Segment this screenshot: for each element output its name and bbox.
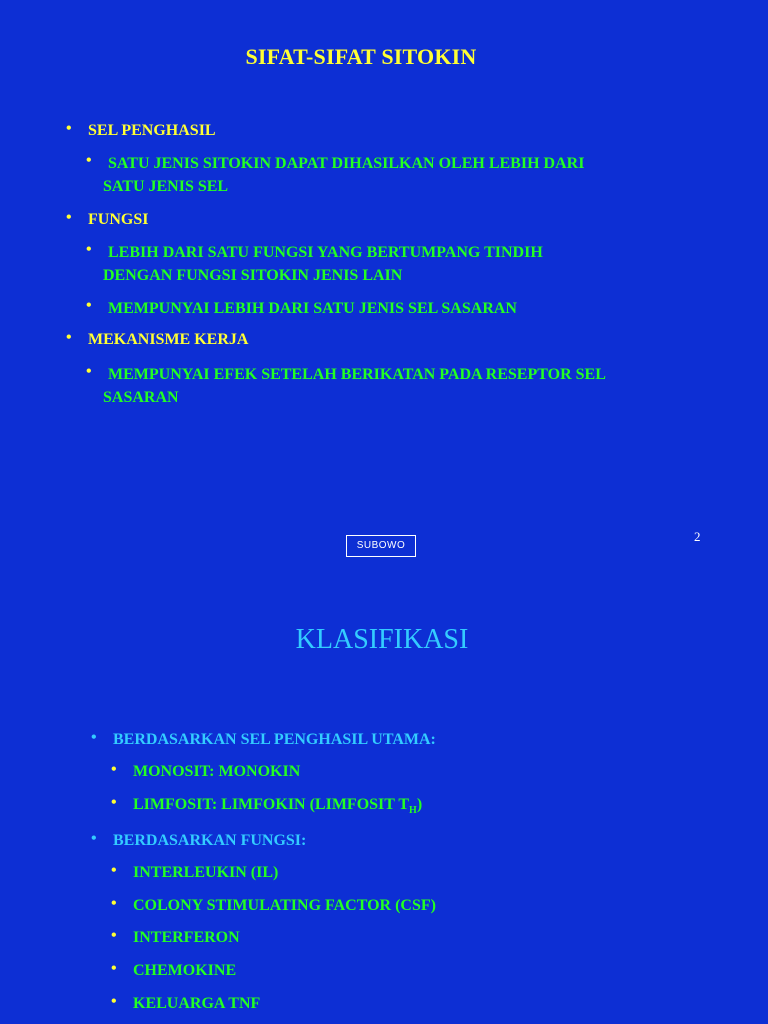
list-item-label: MEMPUNYAI EFEK SETELAH BERIKATAN PADA RESEPTOR SEL bbox=[108, 366, 606, 383]
list-item-label-suffix: ) bbox=[416, 796, 423, 813]
bullet-icon: • bbox=[66, 209, 72, 226]
list-item-label: COLONY STIMULATING FACTOR (CSF) bbox=[133, 897, 436, 914]
bullet-icon: • bbox=[91, 729, 97, 746]
list-item-label-text: LIMFOSIT: LIMFOKIN (LIMFOSIT T bbox=[133, 796, 410, 813]
bullet-icon: • bbox=[111, 960, 117, 977]
list-item-label-cont: DENGAN FUNGSI SITOKIN JENIS LAIN bbox=[103, 267, 403, 284]
author-label: SUBOWO bbox=[346, 535, 416, 557]
list-item-label: MEMPUNYAI LEBIH DARI SATU JENIS SEL SASARAN bbox=[108, 300, 517, 317]
list-item-label bbox=[133, 796, 422, 816]
bullet-icon: • bbox=[86, 241, 92, 258]
list-item-label: BERDASARKAN FUNGSI: bbox=[113, 832, 307, 849]
bullet-icon: • bbox=[111, 794, 117, 811]
list-item-label: FUNGSI bbox=[88, 211, 149, 228]
bullet-icon: • bbox=[111, 927, 117, 944]
bullet-icon: • bbox=[111, 761, 117, 778]
bullet-icon: • bbox=[66, 120, 72, 137]
list-item-label: SATU JENIS SITOKIN DAPAT DIHASILKAN OLEH LEBIH DARI bbox=[108, 155, 585, 172]
slide1-title: SIFAT-SIFAT SITOKIN bbox=[245, 44, 477, 69]
list-item-label: BERDASARKAN SEL PENGHASIL UTAMA: bbox=[113, 731, 436, 748]
bullet-icon: • bbox=[91, 830, 97, 847]
subscript: H bbox=[409, 805, 417, 817]
list-item-label: MEKANISME KERJA bbox=[88, 331, 249, 348]
list-item-label: CHEMOKINE bbox=[133, 962, 237, 979]
list-item-label: SEL PENGHASIL bbox=[88, 122, 216, 139]
list-item-label: INTERLEUKIN (IL) bbox=[133, 864, 279, 881]
list-item-label: KELUARGA TNF bbox=[133, 995, 261, 1012]
page-number: 2 bbox=[694, 529, 701, 544]
list-item-label: MONOSIT: MONOKIN bbox=[133, 763, 301, 780]
list-item-label-cont: SATU JENIS SEL bbox=[103, 178, 229, 195]
bullet-icon: • bbox=[111, 895, 117, 912]
bullet-icon: • bbox=[86, 297, 92, 314]
bullet-icon: • bbox=[86, 152, 92, 169]
list-item-label: LEBIH DARI SATU FUNGSI YANG BERTUMPANG TINDIH bbox=[108, 244, 543, 261]
bullet-icon: • bbox=[111, 862, 117, 879]
list-item-label: INTERFERON bbox=[133, 929, 240, 946]
list-item-label-cont: SASARAN bbox=[103, 389, 179, 406]
bullet-icon: • bbox=[66, 329, 72, 346]
bullet-icon: • bbox=[86, 363, 92, 380]
slide2-title: KLASIFIKASI bbox=[295, 624, 469, 655]
bullet-icon: • bbox=[111, 993, 117, 1010]
